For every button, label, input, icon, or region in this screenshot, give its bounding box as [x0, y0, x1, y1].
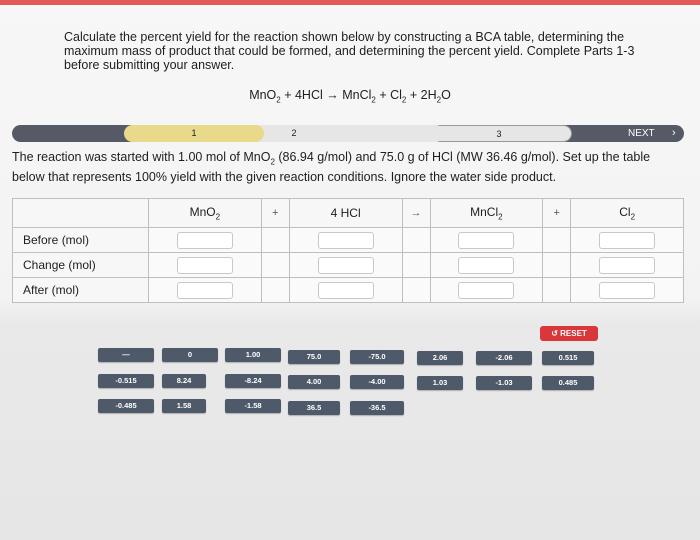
answer-tile[interactable]: -1.58: [225, 399, 281, 413]
header-cl2: $Cl_2$: [571, 199, 684, 228]
drop-cell-after-cl2[interactable]: [599, 282, 655, 299]
reaction-equation: MnO$_2$ + 4HCl → MnCl$_2$ + $Cl_2 + 2H_2O$: [249, 88, 451, 105]
answer-tile[interactable]: -0.515: [98, 374, 154, 388]
drop-cell-after-hcl[interactable]: [318, 282, 374, 299]
answer-tile[interactable]: —: [98, 348, 154, 362]
answer-tile[interactable]: 0.485: [542, 376, 594, 390]
drop-cell-after-mncl2[interactable]: [458, 282, 514, 299]
answer-tile[interactable]: 8.24: [162, 374, 206, 388]
step-2-tab[interactable]: 2: [144, 125, 444, 142]
header-mncl2: MnCl$_2$: [430, 199, 543, 228]
next-button[interactable]: NEXT ›: [602, 125, 684, 142]
answer-tile[interactable]: -4.00: [350, 375, 404, 389]
header-mno2: MnO$_2$: [149, 199, 262, 228]
drop-cell-change-hcl[interactable]: [318, 257, 374, 274]
header-hcl: 4 HCl: [289, 199, 402, 228]
drop-cell-change-mncl2[interactable]: [458, 257, 514, 274]
answer-tile[interactable]: -1.03: [476, 376, 532, 390]
answer-tile[interactable]: 75.0: [288, 350, 340, 364]
bca-header-row: [13, 199, 684, 228]
question-text: The reaction was started with 1.00 mol of MnO$_2$ (86.94 g/mol) and 75.0 g of HCl (MW 36.46 g/mol). Set up the table below that represents 100% yield with the given reaction conditions. Ignore the water side product.: [12, 150, 651, 184]
table-row-after: [13, 278, 684, 303]
instructions-text: Calculate the percent yield for the reaction shown below by constructing a BCA table, determining the maximum mass of product that could be formed, and determining the percent yield. Complete Parts 1-3 before submitting your answer.: [64, 30, 635, 72]
table-row-before: [13, 228, 684, 253]
step-progress-bar: [12, 125, 684, 142]
answer-tile[interactable]: 2.06: [417, 351, 463, 365]
step-1-tab[interactable]: 1: [124, 125, 264, 142]
answer-tile[interactable]: 0.515: [542, 351, 594, 365]
drop-cell-before-mncl2[interactable]: [458, 232, 514, 249]
header-plus: +: [261, 199, 289, 228]
row-label: After (mol): [13, 278, 149, 303]
drop-cell-change-mno2[interactable]: [177, 257, 233, 274]
bca-table: [12, 198, 684, 303]
table-row-change: [13, 253, 684, 278]
answer-tile[interactable]: -2.06: [476, 351, 532, 365]
step-3-tab[interactable]: 3: [426, 125, 572, 142]
answer-tile[interactable]: -0.485: [98, 399, 154, 413]
answer-tile[interactable]: 1.58: [162, 399, 206, 413]
row-label: Before (mol): [13, 228, 149, 253]
answer-tile[interactable]: -75.0: [350, 350, 404, 364]
top-accent-bar: [0, 0, 700, 5]
drop-cell-before-mno2[interactable]: [177, 232, 233, 249]
header-plus: +: [543, 199, 571, 228]
row-label: Change (mol): [13, 253, 149, 278]
drop-cell-before-hcl[interactable]: [318, 232, 374, 249]
header-arrow: →: [402, 199, 430, 228]
chevron-right-icon: ›: [672, 127, 676, 139]
drop-cell-before-cl2[interactable]: [599, 232, 655, 249]
drop-cell-change-cl2[interactable]: [599, 257, 655, 274]
answer-tile[interactable]: 1.00: [225, 348, 281, 362]
answer-tile[interactable]: 36.5: [288, 401, 340, 415]
answer-tile[interactable]: 4.00: [288, 375, 340, 389]
answer-tile[interactable]: 1.03: [417, 376, 463, 390]
reset-button[interactable]: ↺ RESET: [540, 326, 598, 341]
answer-tile[interactable]: 0: [162, 348, 218, 362]
drop-cell-after-mno2[interactable]: [177, 282, 233, 299]
answer-tile[interactable]: -36.5: [350, 401, 404, 415]
answer-tile[interactable]: -8.24: [225, 374, 281, 388]
